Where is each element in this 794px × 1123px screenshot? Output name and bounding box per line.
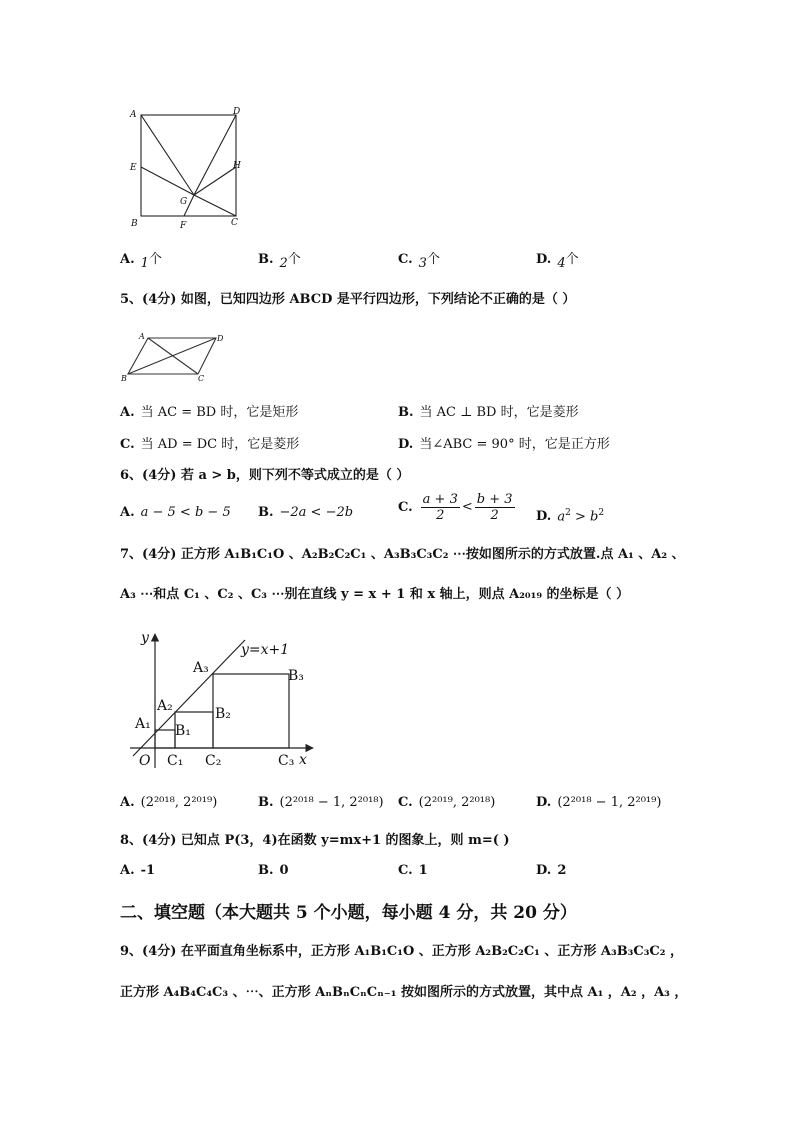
q9-line1: 9、(4分) 在平面直角坐标系中，正方形 A₁B₁C₁O 、正方形 A₂B₂C₂C₁ 、正方形 A₃B₃C₃C₂ ， xyxy=(120,944,683,959)
q5-option-a[interactable]: A. 当 AC = BD 时，它是矩形 xyxy=(120,405,299,420)
fig-B1: B₁ xyxy=(175,723,191,739)
label-E: E xyxy=(130,163,137,173)
q4-option-b[interactable]: B. 2个 xyxy=(258,252,301,271)
q7-option-a[interactable]: A. (2²⁰¹⁸, 2²⁰¹⁹) xyxy=(120,795,218,810)
label-A: A xyxy=(130,110,137,120)
fig-x-axis: x xyxy=(299,752,307,768)
para-label-A: A xyxy=(139,332,145,341)
q5-option-b[interactable]: B. 当 AC ⊥ BD 时，它是菱形 xyxy=(398,405,579,420)
fig-line-label: y=x+1 xyxy=(241,642,290,658)
fig-A2: A₂ xyxy=(157,698,173,714)
fig-B2: B₂ xyxy=(215,706,231,722)
q6-option-d[interactable]: D. $a^2 > b^2$ xyxy=(536,508,605,525)
fig-origin: O xyxy=(139,753,151,769)
square-figure xyxy=(125,105,250,235)
q6-option-b[interactable]: B. −2a < −2b xyxy=(258,505,354,520)
q8-option-b[interactable]: B. 0 xyxy=(258,863,289,878)
q6-stem: 6、(4分) 若 a > b，则下列不等式成立的是（ ） xyxy=(120,468,410,483)
q5-option-d[interactable]: D. 当∠ABC = 90° 时，它是正方形 xyxy=(398,437,610,452)
para-label-D: D xyxy=(217,334,224,343)
q5-stem: 5、(4分) 如图，已知四边形 ABCD 是平行四边形，下列结论不正确的是（ ） xyxy=(120,292,576,307)
q9-line2: 正方形 A₄B₄C₄C₃ 、⋯、正方形 AₙBₙCₙCₙ₋₁ 按如图所示的方式放置，其中点 A₁ ，A₂ ，A₃ ， xyxy=(120,985,688,1000)
label-H: H xyxy=(233,161,241,171)
q6-option-c[interactable]: C. $\frac{a + 3}{2}$ < $\frac{b + 3}{2}$ xyxy=(398,492,513,523)
label-C: C xyxy=(231,218,238,228)
q7-option-c[interactable]: C. (2²⁰¹⁹, 2²⁰¹⁸) xyxy=(398,795,496,810)
q6-option-a[interactable]: A. a − 5 < b − 5 xyxy=(120,505,231,520)
fig-B3: B₃ xyxy=(288,668,304,684)
label-F: F xyxy=(180,221,187,231)
para-label-C: C xyxy=(198,374,205,383)
q7-stem-line2: A₃ ⋯和点 C₁ 、C₂ 、C₃ ⋯别在直线 y = x + 1 和 x 轴上，则点 A₂₀₁₉ 的坐标是（ ） xyxy=(120,587,630,602)
fraction-b-plus-3: $\frac{b + 3}{2}$ xyxy=(476,492,513,523)
q4-option-c[interactable]: C. 3个 xyxy=(398,252,440,271)
q5-option-c[interactable]: C. 当 AD = DC 时，它是菱形 xyxy=(120,437,300,452)
fig-C2: C₂ xyxy=(205,753,222,769)
fig-A1: A₁ xyxy=(135,716,151,732)
q7-option-b[interactable]: B. (2²⁰¹⁸ − 1, 2²⁰¹⁸) xyxy=(258,795,384,810)
q8-option-d[interactable]: D. 2 xyxy=(536,863,567,878)
q8-option-c[interactable]: C. 1 xyxy=(398,863,428,878)
q7-option-d[interactable]: D. (2²⁰¹⁸ − 1, 2²⁰¹⁹) xyxy=(536,795,662,810)
q8-stem: 8、(4分) 已知点 P(3，4)在函数 y=mx+1 的图象上，则 m=( ) xyxy=(120,833,510,848)
q4-option-a[interactable]: A. 1个 xyxy=(120,252,162,271)
q4-option-d[interactable]: D. 4个 xyxy=(536,252,579,271)
parallelogram-figure xyxy=(118,324,228,386)
fig-C3: C₃ xyxy=(278,753,295,769)
fraction-a-plus-3: $\frac{a + 3}{2}$ xyxy=(422,492,458,523)
section-heading-fill-in: 二、填空题（本大题共 5 个小题，每小题 4 分，共 20 分） xyxy=(120,903,577,923)
fig-C1: C₁ xyxy=(167,753,184,769)
label-D: D xyxy=(233,107,241,117)
fig-A3: A₃ xyxy=(193,660,209,676)
label-B: B xyxy=(131,219,138,229)
para-label-B: B xyxy=(121,374,127,383)
label-G: G xyxy=(180,197,188,207)
q7-stem-line1: 7、(4分) 正方形 A₁B₁C₁O 、A₂B₂C₂C₁ 、A₃B₃C₃C₂ ⋯按如图所示的方式放置.点 A₁ 、A₂ 、 xyxy=(120,547,685,562)
squares-coordinate-figure xyxy=(125,628,325,773)
q8-option-a[interactable]: A. -1 xyxy=(120,863,156,878)
fig-y-axis: y xyxy=(141,630,149,646)
